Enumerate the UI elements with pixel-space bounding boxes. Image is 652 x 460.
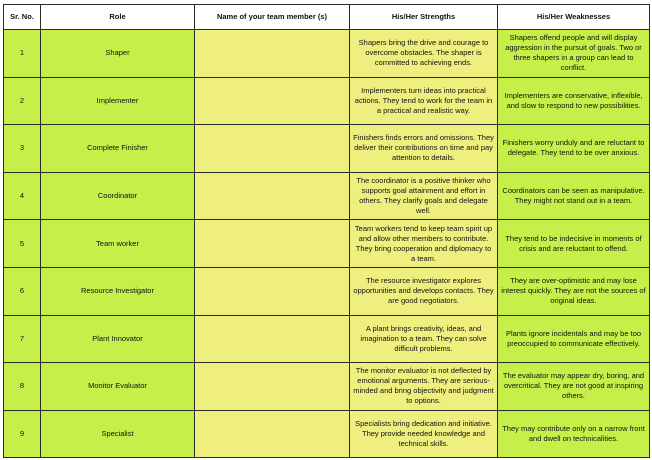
strengths-cell: Implementers turn ideas into practical actions. They tend to work for the team in a practical and realistic way. bbox=[350, 77, 498, 125]
strengths-cell: Team workers tend to keep team spirit up and allow other members to contribute. They bring cooperation and diplomacy to a team. bbox=[350, 220, 498, 268]
team-member-input-cell[interactable] bbox=[195, 77, 350, 125]
team-member-input-cell[interactable] bbox=[195, 267, 350, 315]
team-member-input-cell[interactable] bbox=[195, 125, 350, 173]
strengths-cell: The monitor evaluator is not deflected by emotional arguments. They are serious-minded and bring objectivity and judgment to options. bbox=[350, 363, 498, 411]
weaknesses-cell: Plants ignore incidentals and may be too preoccupied to communicate effectively. bbox=[498, 315, 650, 363]
role-cell: Coordinator bbox=[41, 172, 195, 220]
table-row bbox=[4, 30, 650, 78]
sr-number-cell: 6 bbox=[4, 267, 41, 315]
sr-number-cell: 3 bbox=[4, 125, 41, 173]
sr-number-cell: 2 bbox=[4, 77, 41, 125]
role-cell: Specialist bbox=[41, 410, 195, 458]
role-cell: Shaper bbox=[41, 30, 195, 78]
strengths-cell: Specialists bring dedication and initiative. They provide needed knowledge and technical skills. bbox=[350, 410, 498, 458]
weaknesses-cell: They tend to be indecisive in moments of crisis and are reluctant to offend. bbox=[498, 220, 650, 268]
table-row bbox=[4, 125, 650, 173]
table-row bbox=[4, 410, 650, 458]
role-cell: Plant Innovator bbox=[41, 315, 195, 363]
header-team-member: Name of your team member (s) bbox=[195, 5, 350, 30]
strengths-cell: The resource investigator explores opportunities and develops contacts. They are good negotiators. bbox=[350, 267, 498, 315]
role-cell: Resource Investigator bbox=[41, 267, 195, 315]
sr-number-cell: 1 bbox=[4, 30, 41, 78]
strengths-cell: Shapers bring the drive and courage to overcome obstacles. The shaper is committed to achieving ends. bbox=[350, 30, 498, 78]
role-cell: Complete Finisher bbox=[41, 125, 195, 173]
weaknesses-cell: Coordinators can be seen as manipulative. They might not stand out in a team. bbox=[498, 172, 650, 220]
role-cell: Team worker bbox=[41, 220, 195, 268]
table-row bbox=[4, 77, 650, 125]
weaknesses-cell: They are over-optimistic and may lose interest quickly. They are not the sources of original ideas. bbox=[498, 267, 650, 315]
weaknesses-cell: Finishers worry unduly and are reluctant to delegate. They tend to be over anxious. bbox=[498, 125, 650, 173]
table-row bbox=[4, 267, 650, 315]
sr-number-cell: 4 bbox=[4, 172, 41, 220]
table-row bbox=[4, 172, 650, 220]
table-row bbox=[4, 220, 650, 268]
team-member-input-cell[interactable] bbox=[195, 30, 350, 78]
table-row bbox=[4, 315, 650, 363]
team-roles-worksheet bbox=[3, 4, 649, 457]
role-cell: Monitor Evaluator bbox=[41, 363, 195, 411]
team-member-input-cell[interactable] bbox=[195, 363, 350, 411]
header-strengths: His/Her Strengths bbox=[350, 5, 498, 30]
weaknesses-cell: Shapers offend people and will display aggression in the pursuit of goals. Two or three shapers in a group can lead to conflict. bbox=[498, 30, 650, 78]
weaknesses-cell: They may contribute only on a narrow front and dwell on technicalities. bbox=[498, 410, 650, 458]
header-row bbox=[4, 5, 650, 30]
team-member-input-cell[interactable] bbox=[195, 220, 350, 268]
team-member-input-cell[interactable] bbox=[195, 410, 350, 458]
table-row bbox=[4, 363, 650, 411]
table-body bbox=[4, 30, 650, 458]
header-role: Role bbox=[41, 5, 195, 30]
sr-number-cell: 9 bbox=[4, 410, 41, 458]
header-sr-no: Sr. No. bbox=[4, 5, 41, 30]
role-cell: Implementer bbox=[41, 77, 195, 125]
team-roles-table bbox=[3, 4, 650, 458]
strengths-cell: The coordinator is a positive thinker who supports goal attainment and effort in others. They clarify goals and delegate well. bbox=[350, 172, 498, 220]
team-member-input-cell[interactable] bbox=[195, 172, 350, 220]
strengths-cell: A plant brings creativity, ideas, and imagination to a team. They can solve difficult problems. bbox=[350, 315, 498, 363]
sr-number-cell: 7 bbox=[4, 315, 41, 363]
weaknesses-cell: Implementers are conservative, inflexible, and slow to respond to new possibilities. bbox=[498, 77, 650, 125]
weaknesses-cell: The evaluator may appear dry, boring, and overcritical. They are not good at inspiring others. bbox=[498, 363, 650, 411]
sr-number-cell: 5 bbox=[4, 220, 41, 268]
header-weaknesses: His/Her Weaknesses bbox=[498, 5, 650, 30]
strengths-cell: Finishers finds errors and omissions. They deliver their contributions on time and pay attention to details. bbox=[350, 125, 498, 173]
team-member-input-cell[interactable] bbox=[195, 315, 350, 363]
sr-number-cell: 8 bbox=[4, 363, 41, 411]
table-header bbox=[4, 5, 650, 30]
